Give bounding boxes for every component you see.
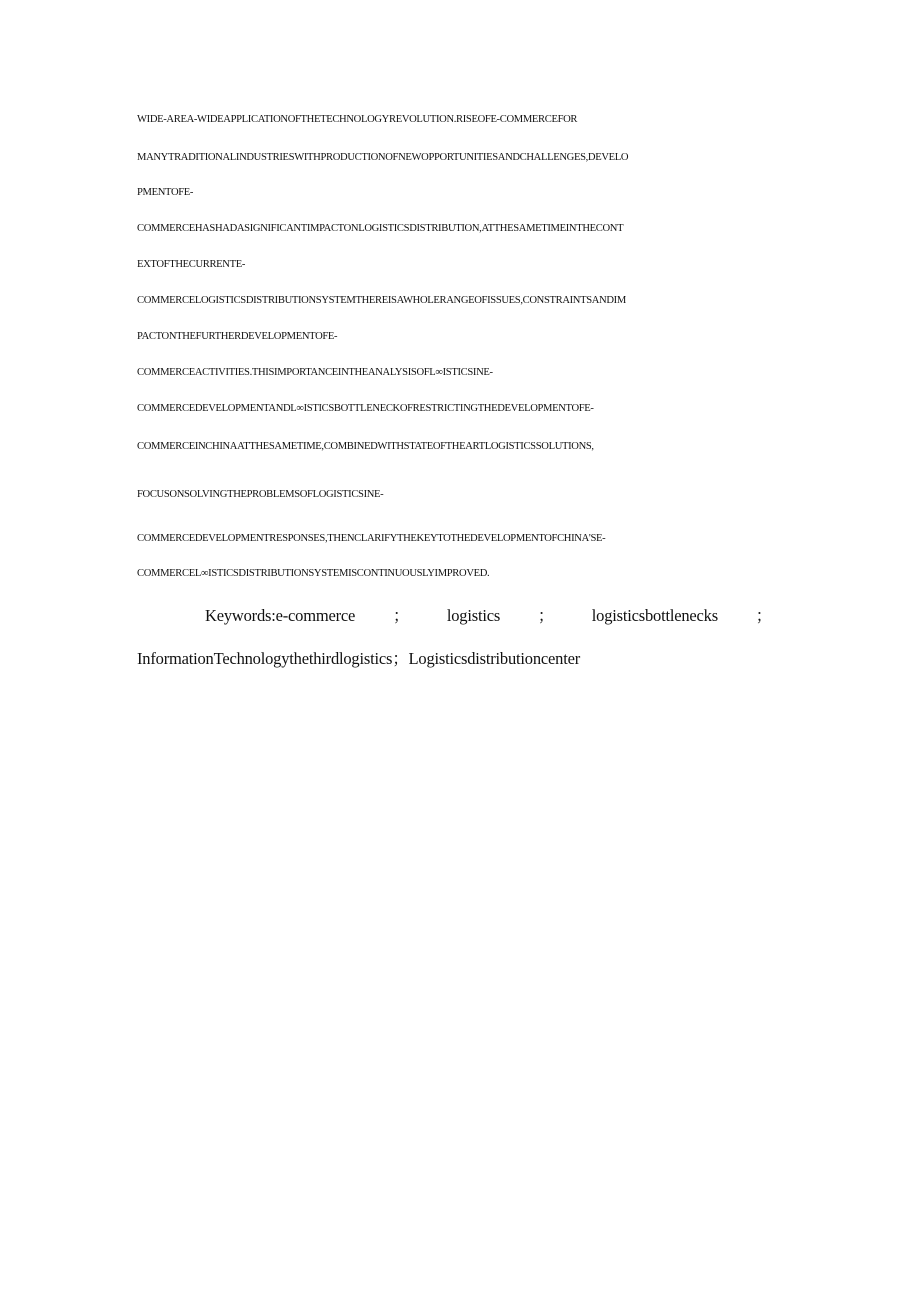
abstract-line-3: PMENTOFE-: [137, 187, 194, 198]
keywords-row-2: [137, 649, 580, 669]
abstract-line-13: COMMERCEL∞ISTICSDISTRIBUTIONSYSTEMISCONTINUOUSLYIMPROVED.: [137, 568, 490, 579]
abstract-line-4: COMMERCEHASHADASIGNIFICANTIMPACTONLOGISTICSDISTRIBUTION,ATTHESAMETIMEINTHECONT: [137, 223, 624, 234]
keyword-separator: ；: [392, 649, 409, 668]
keywords-label: Keywords:: [205, 606, 276, 625]
keyword-information-technology: InformationTechnologythethirdlogistics: [137, 649, 393, 668]
abstract-line-1: WIDE-AREA-WIDEAPPLICATIONOFTHETECHNOLOGYREVOLUTION.RISEOFE-COMMERCEFOR: [137, 114, 578, 125]
abstract-line-5: EXTOFTHECURRENTE-: [137, 259, 246, 270]
keyword-logistics: logistics: [446, 606, 501, 625]
keyword-logistics-bottlenecks: logisticsbottlenecks: [591, 606, 718, 625]
keyword-distribution-center: Logisticsdistributioncenter: [408, 649, 580, 668]
keywords-first-group: [205, 606, 355, 626]
abstract-line-10: COMMERCEINCHINAATTHESAMETIME,COMBINEDWITHSTATEOFTHEARTLOGISTICSSOLUTIONS,: [137, 441, 594, 452]
abstract-line-7: PACTONTHEFURTHERDEVELOPMENTOFE-: [137, 331, 338, 342]
keyword-separator: ；: [755, 606, 772, 625]
abstract-line-11: FOCUSONSOLVINGTHEPROBLEMSOFLOGISTICSINE-: [137, 489, 384, 500]
abstract-line-6: COMMERCELOGISTICSDISTRIBUTIONSYSTEMTHEREISAWHOLERANGEOFISSUES,CONSTRAINTSANDIM: [137, 295, 626, 306]
abstract-line-9: COMMERCEDEVELOPMENTANDL∞ISTICSBOTTLENECKOFRESTRICTINGTHEDEVELOPMENTOFE-: [137, 403, 594, 414]
keywords-row-1: [205, 606, 772, 626]
keyword-ecommerce: e-commerce: [275, 606, 356, 625]
abstract-line-8: COMMERCEACTIVITIES.THISIMPORTANCEINTHEANALYSISOFL∞ISTICSINE-: [137, 367, 493, 378]
keyword-separator: ；: [392, 606, 410, 625]
abstract-line-2: MANYTRADITIONALINDUSTRIESWITHPRODUCTIONOFNEWOPPORTUNITIESANDCHALLENGES,DEVELO: [137, 152, 629, 163]
keyword-separator: ；: [537, 606, 555, 625]
abstract-line-12: COMMERCEDEVELOPMENTRESPONSES,THENCLARIFYTHEKEYTOTHEDEVELOPMENTOFCHINA'SE-: [137, 533, 606, 544]
